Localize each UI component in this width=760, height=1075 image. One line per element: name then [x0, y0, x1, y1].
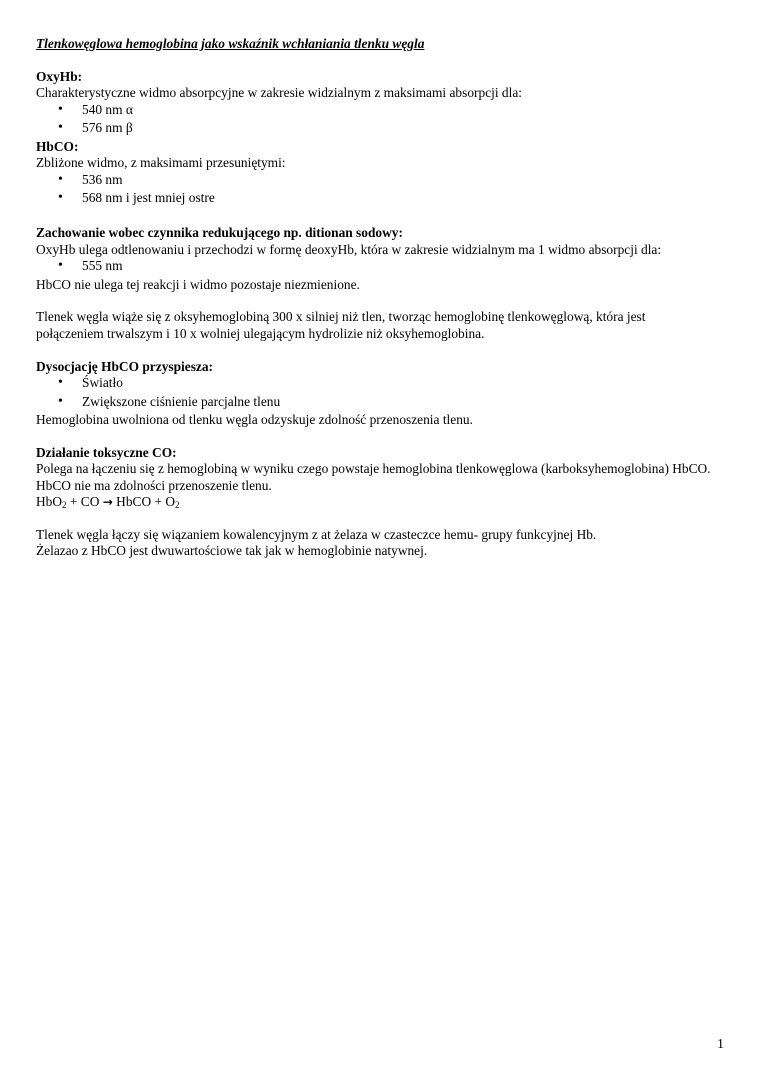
reduction-text: OxyHb ulega odtlenowaniu i przechodzi w formę deoxyHb, która w zakresie widzialnym ma 1 widmo absorpcji dla: [36, 241, 662, 257]
list-item [36, 258, 716, 274]
equation-part: HbCO + O [112, 494, 176, 510]
toxic-line2: HbCO nie ma zdolności przenoszenie tlenu. [36, 477, 272, 493]
list-item [36, 172, 716, 188]
spacer [36, 209, 716, 225]
oxyhb-heading: OxyHb: [36, 68, 83, 84]
hbco-text: Zbliżone widmo, z maksimami przesuniętymi: [36, 155, 286, 171]
hbco-list [36, 172, 716, 207]
spacer [36, 52, 716, 68]
dissociation-list [36, 375, 716, 410]
spacer [36, 511, 716, 527]
equation-part: HbO [36, 494, 63, 510]
equation-part: + CO [66, 494, 103, 510]
dissociation-heading: Dysocjację HbCO przyspiesza: [36, 358, 214, 374]
bullet-icon: • [58, 120, 63, 136]
bullet-icon: • [58, 101, 63, 117]
oxyhb-list [36, 102, 716, 137]
reaction-equation [36, 494, 716, 510]
page-number: 1 [717, 1037, 724, 1052]
bullet-icon: • [58, 375, 63, 390]
list-item-text: Światło [82, 375, 123, 390]
spacer [36, 293, 716, 309]
closing-line1: Tlenek węgla łączy się wiązaniem kowalencyjnym z at żelaza w czasteczce hemu- grupy funkcyjnej Hb. [36, 527, 597, 542]
closing-line2: Żelazao z HbCO jest dwuwartościowe tak jak w hemoglobinie natywnej. [36, 543, 428, 559]
document-page [36, 36, 716, 560]
list-item [36, 190, 716, 206]
toxic-heading: Działanie toksyczne CO: [36, 444, 177, 460]
equation-subscript: 2 [62, 500, 67, 511]
binding-text: Tlenek węgla wiąże się z oksyhemoglobiną 300 x silniej niż tlen, tworząc hemoglobinę tlenkowęglową, która jest połączeniem trwalszym i 10 x wolniej ulegającym hydrolizie niż oksyhemoglobina. [36, 309, 646, 341]
list-item [36, 120, 716, 136]
oxyhb-text: Charakterystyczne widmo absorpcyjne w zakresie widzialnym z maksimami absorpcji dla: [36, 85, 522, 101]
bullet-icon: • [58, 393, 63, 409]
list-item [36, 102, 716, 118]
spacer [36, 342, 716, 358]
arrow-right-icon: → [102, 495, 113, 510]
list-item-text: 576 nm β [82, 120, 133, 136]
bullet-icon: • [58, 190, 63, 206]
dissociation-after: Hemoglobina uwolniona od tlenku węgla odzyskuje zdolność przenoszenia tlenu. [36, 412, 473, 428]
list-item [36, 394, 716, 410]
bullet-icon: • [58, 171, 63, 187]
bullet-icon: • [58, 258, 63, 273]
hbco-heading: HbCO: [36, 138, 79, 154]
list-item [36, 375, 716, 391]
spacer [36, 429, 716, 445]
toxic-line1: Polega na łączeniu się z hemoglobiną w wyniku czego powstaje hemoglobina tlenkowęglowa (karboksyhemoglobina) HbCO. [36, 461, 711, 477]
reduction-heading: Zachowanie wobec czynnika redukującego np. ditionan sodowy: [36, 225, 403, 241]
list-item-text: 555 nm [82, 258, 123, 273]
reduction-after: HbCO nie ulega tej reakcji i widmo pozostaje niezmienione. [36, 276, 360, 292]
list-item-text: 568 nm i jest mniej ostre [82, 190, 215, 206]
equation-subscript: 2 [175, 500, 180, 511]
document-title: Tlenkowęglowa hemoglobina jako wskaźnik wchłaniania tlenku węgla [36, 36, 425, 51]
list-item-text: 536 nm [82, 171, 123, 187]
list-item-text: 540 nm α [82, 101, 133, 117]
reduction-list [36, 258, 716, 274]
list-item-text: Zwiększone ciśnienie parcjalne tlenu [82, 393, 281, 409]
